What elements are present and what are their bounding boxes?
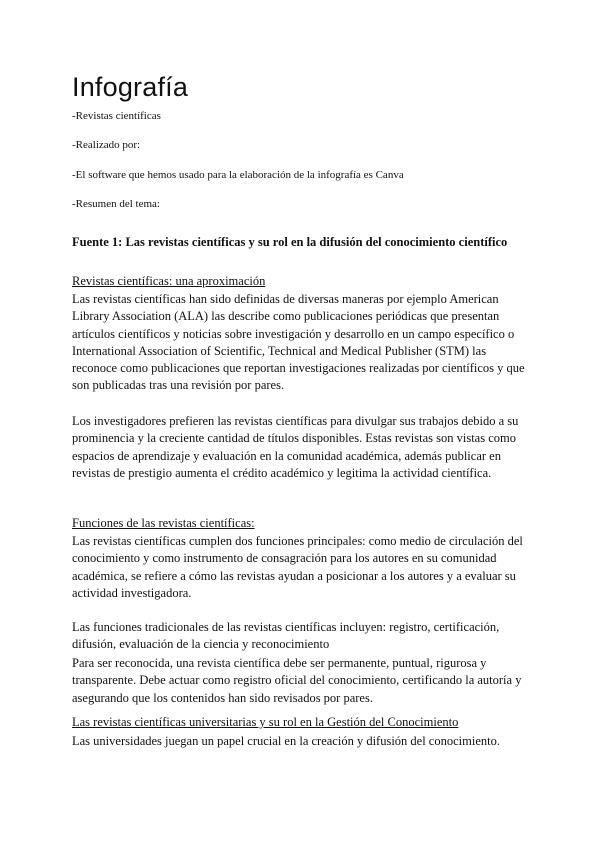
paragraph: Las revistas científicas cumplen dos funciones principales: como medio de circulación del conocimiento y como instrumento de consagración para los autores en su comunidad académica, se refiere a cómo las revistas ayudan a posicionar a los autores y a evaluar su actividad investigadora. — [72, 534, 523, 600]
meta-authors: -Realizado por: — [72, 139, 141, 151]
paragraph: Para ser reconocida, una revista científica debe ser permanente, puntual, rigurosa y transparente. Debe actuar como registro oficial del conocimiento, certificando la autoría y asegurando que los contenidos han sido revisados por pares. — [72, 656, 522, 705]
document-title: Infografía — [72, 72, 189, 102]
paragraph: Las universidades juegan un papel crucial en la creación y difusión del conocimiento. — [72, 734, 500, 748]
paragraph: Las revistas científicas han sido definidas de diversas maneras por ejemplo American Library Association (ALA) las describe como publicaciones periódicas que presentan artículos científicos y noticias sobre investigación y desarrollo en un campo específico o International Association of Scientific, Technical and Medical Publisher (STM) las reconoce como publicaciones que reportan investigaciones realizadas por científicos y que son publicadas tras una revisión por pares. — [72, 292, 525, 393]
paragraph: Las funciones tradicionales de las revistas científicas incluyen: registro, certificación, difusión, evaluación de la ciencia y reconocimiento — [72, 620, 500, 652]
source-heading: Fuente 1: Las revistas científicas y su rol en la difusión del conocimiento científico — [72, 235, 508, 249]
meta-summary: -Resumen del tema: — [72, 198, 160, 210]
meta-software: -El software que hemos usado para la elaboración de la infografía es Canva — [72, 169, 404, 181]
meta-topic: -Revistas científicas — [72, 110, 161, 122]
paragraph: Los investigadores prefieren las revistas científicas para divulgar sus trabajos debido a su prominencia y la creciente cantidad de títulos disponibles. Estas revistas son vistas como espacios de aprendizaje y evaluación en la comunidad académica, además publicar en revistas de prestigio aumenta el crédito académico y legitima la actividad científica. — [72, 414, 519, 480]
section-title-aproximacion: Revistas científicas: una aproximación — [72, 274, 266, 288]
section-title-universitarias: Las revistas científicas universitarias y su rol en la Gestión del Conocimiento — [72, 715, 459, 729]
section-title-funciones: Funciones de las revistas científicas: — [72, 516, 255, 530]
